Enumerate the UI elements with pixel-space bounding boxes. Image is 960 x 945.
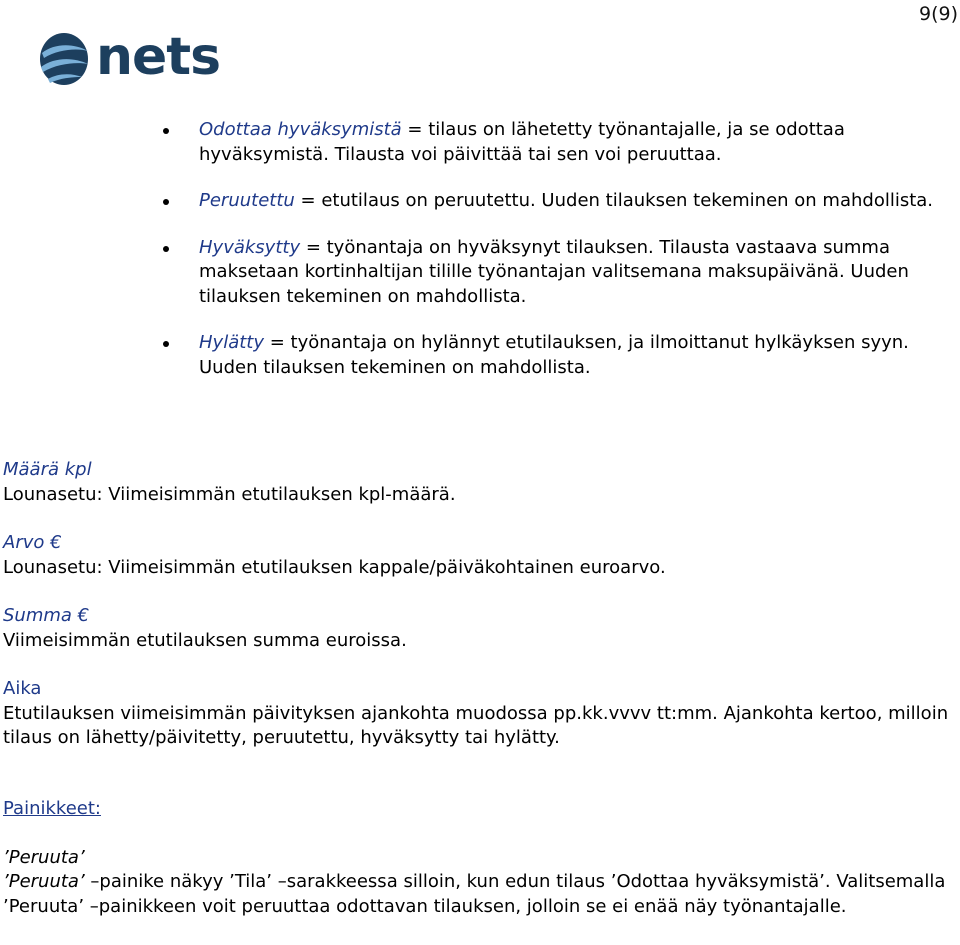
status-description: = työnantaja on hyväksynyt tilauksen. Tilausta vastaava summa maksetaan kortinhaltijan tilille työnantajan valitsemana maksupäivänä. Uuden tilauksen tekeminen on mahdollista. [199,236,909,307]
field-definition [3,604,953,653]
field-definition [3,531,953,580]
button-name: ’Peruuta’ [3,846,85,868]
field-description: Lounasetu: Viimeisimmän etutilauksen kappale/päiväkohtainen euroarvo. [3,556,666,578]
button-description-text: –painike näkyy ’Tila’ –sarakkeessa silloin, kun edun tilaus ’Odottaa hyväksymistä’. Valitsemalla ’Peruuta’ –painikkeen voit peruuttaa odottavan tilauksen, jolloin se ei enää näy työnantajalle. [3,871,946,917]
field-description: Etutilauksen viimeisimmän päivityksen ajankohta muodossa pp.kk.vvvv tt:mm. Ajankohta kertoo, milloin tilaus on lähetty/päivitetty, peruutettu, hyväksytty tai hylätty. [3,702,949,748]
field-title: Summa € [3,605,90,626]
status-term: Peruutettu [199,190,295,211]
status-description: = työnantaja on hylännyt etutilauksen, ja ilmoittanut hylkäyksen syyn. Uuden tilauksen tekeminen on mahdollista. [199,332,909,378]
field-title: Aika [3,678,42,699]
status-item [160,331,950,380]
nets-logo [38,27,221,88]
page-number: 9(9) [918,3,958,25]
buttons-section [3,797,953,919]
button-description-name: ’Peruuta’ [3,871,85,892]
status-item [160,236,950,310]
field-definition [3,677,953,751]
nets-logo-word: nets [96,27,221,87]
field-title: Arvo € [3,532,62,553]
button-description [3,870,953,919]
status-term: Hyväksytty [199,236,301,258]
status-description: = tilaus on lähetetty työnantajalle, ja se odottaa hyväksymistä. Tilausta voi päivittää tai sen voi peruuttaa. [199,119,845,165]
status-list [160,118,950,402]
field-description: Lounasetu: Viimeisimmän etutilauksen kpl-määrä. [3,483,456,505]
status-term: Odottaa hyväksymistä [199,119,402,140]
field-definitions [3,458,953,775]
field-definition [3,458,953,507]
field-title: Määrä kpl [3,459,92,480]
status-term: Hylätty [199,332,264,353]
nets-logo-mark-icon [38,31,90,87]
status-description: = etutilaus on peruutettu. Uuden tilauksen tekeminen on mahdollista. [294,190,934,211]
status-item [160,189,950,214]
buttons-heading: Painikkeet: [3,798,101,819]
status-item [160,118,950,167]
field-description: Viimeisimmän etutilauksen summa euroissa. [3,629,407,651]
